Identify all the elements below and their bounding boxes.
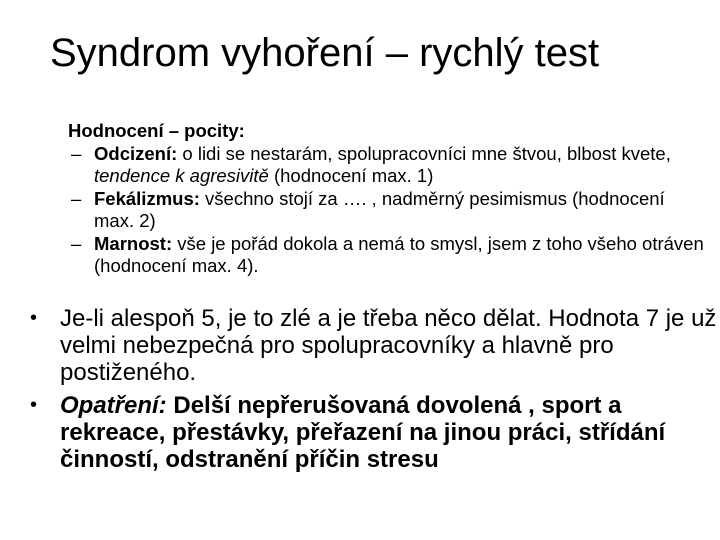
bullet-marker: • bbox=[30, 394, 38, 416]
bullet-item-measures bbox=[30, 392, 720, 473]
dash-marker: – bbox=[71, 232, 82, 254]
assessment-section bbox=[68, 120, 708, 278]
bullet-item-evaluation bbox=[30, 305, 720, 386]
bullet-list bbox=[30, 305, 720, 479]
list-item-marnost bbox=[71, 233, 708, 278]
slide-title: Syndrom vyhoření – rychlý test bbox=[50, 31, 600, 75]
item-text: vše je pořád dokola a nemá to smysl, jsem z toho všeho otráven (hodnocení max. 4). bbox=[94, 232, 704, 276]
assessment-heading: Hodnocení – pocity: bbox=[68, 120, 245, 141]
dash-marker: – bbox=[71, 187, 82, 209]
item-text: všechno stojí za …. , nadměrný pesimismus (hodnocení max. 2) bbox=[94, 187, 665, 231]
item-label: Fekálizmus: bbox=[94, 187, 200, 209]
item-text-end: (hodnocení max. 1) bbox=[268, 165, 434, 186]
item-label: Odcizení: bbox=[94, 142, 178, 164]
item-text-italic: tendence k agresivitě bbox=[94, 165, 269, 186]
item-label: Marnost: bbox=[94, 232, 173, 254]
item-text: o lidi se nestarám, spolupracovníci mne štvou, blbost kvete, bbox=[177, 142, 671, 164]
bullet-text: Je-li alespoň 5, je to zlé a je třeba něco dělat. Hodnota 7 je už velmi nebezpečná pro spolupracovníky a hlavně pro postiženého. bbox=[60, 305, 717, 386]
bullet-marker: • bbox=[30, 307, 38, 329]
list-item-fekalizmus bbox=[71, 188, 708, 233]
bullet-text: Delší nepřerušovaná dovolená , sport a rekreace, přestávky, přeřazení na jinou práci, střídání činností, odstranění příčin stresu bbox=[60, 392, 666, 473]
list-item-odcizeni bbox=[71, 143, 708, 188]
bullet-label: Opatření: bbox=[60, 392, 167, 419]
dash-marker: – bbox=[71, 142, 82, 164]
